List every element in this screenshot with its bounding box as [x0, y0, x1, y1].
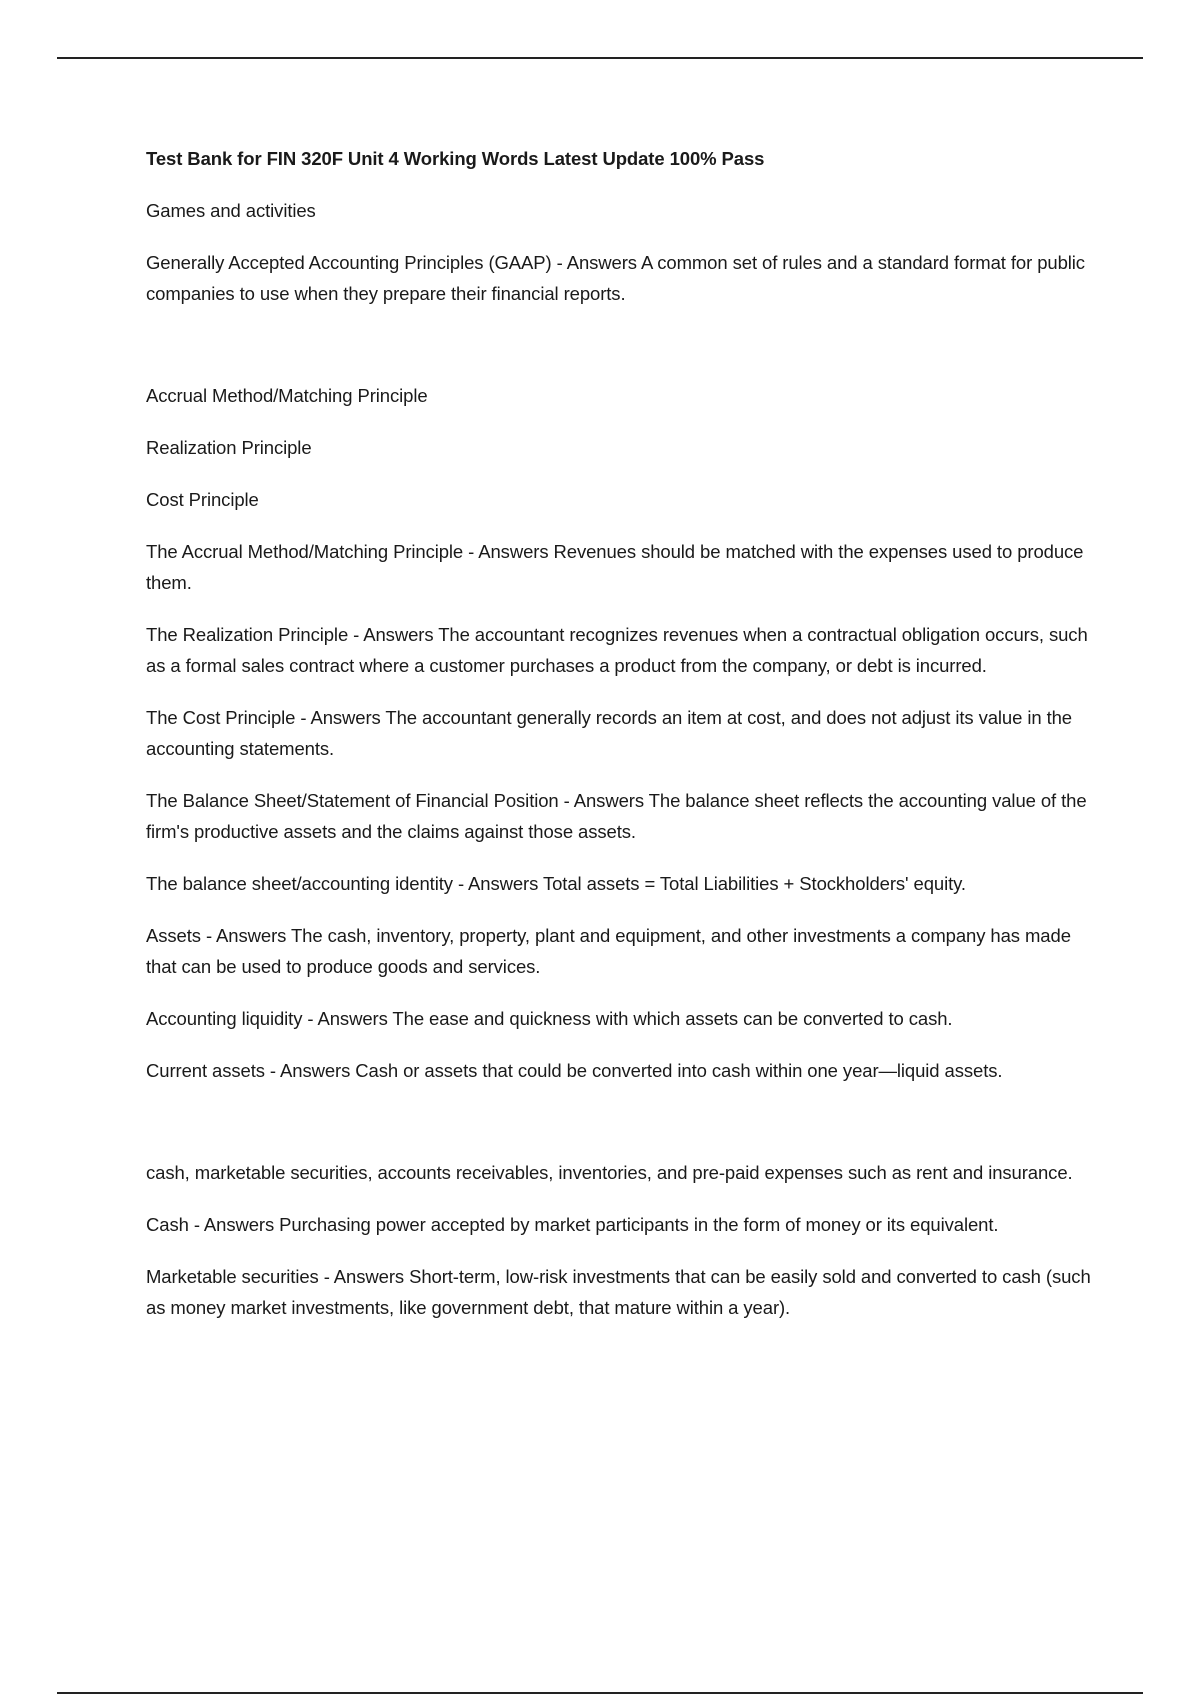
paragraph: The Balance Sheet/Statement of Financial Position - Answers The balance sheet reflects the accounting value of the firm's productive assets and the claims against those assets. — [146, 790, 1087, 842]
paragraph: The Realization Principle - Answers The accountant recognizes revenues when a contractual obligation occurs, such as a formal sales contract where a customer purchases a product from the company, or debt is incurred. — [146, 624, 1088, 676]
paragraph: Cash - Answers Purchasing power accepted by market participants in the form of money or its equivalent. — [146, 1214, 999, 1235]
paragraph: The Accrual Method/Matching Principle - Answers Revenues should be matched with the expenses used to produce them. — [146, 541, 1084, 593]
paragraph: The balance sheet/accounting identity - Answers Total assets = Total Liabilities + Stockholders' equity. — [146, 873, 966, 894]
paragraph: Assets - Answers The cash, inventory, property, plant and equipment, and other investments a company has made that can be used to produce goods and services. — [146, 925, 1071, 977]
spacer — [146, 1107, 1096, 1157]
paragraph: Cost Principle — [146, 489, 259, 510]
paragraph: Realization Principle — [146, 437, 312, 458]
spacer — [146, 330, 1096, 380]
paragraph: Accounting liquidity - Answers The ease and quickness with which assets can be converted to cash. — [146, 1008, 953, 1029]
paragraph: Accrual Method/Matching Principle — [146, 385, 428, 406]
paragraph: Generally Accepted Accounting Principles (GAAP) - Answers A common set of rules and a standard format for public companies to use when they prepare their financial reports. — [146, 252, 1085, 304]
document-title: Test Bank for FIN 320F Unit 4 Working Words Latest Update 100% Pass — [146, 148, 765, 169]
footer-rule — [57, 1692, 1143, 1694]
paragraph: Marketable securities - Answers Short-term, low-risk investments that can be easily sold and converted to cash (such as money market investments, like government debt, that mature within a year). — [146, 1266, 1091, 1318]
paragraph: Games and activities — [146, 200, 316, 221]
header-rule — [57, 57, 1143, 59]
paragraph: cash, marketable securities, accounts receivables, inventories, and pre-paid expenses such as rent and insurance. — [146, 1162, 1073, 1183]
paragraph: Current assets - Answers Cash or assets that could be converted into cash within one year—liquid assets. — [146, 1060, 1003, 1081]
paragraph: The Cost Principle - Answers The accountant generally records an item at cost, and does not adjust its value in the accounting statements. — [146, 707, 1072, 759]
document-body — [146, 143, 1096, 1344]
